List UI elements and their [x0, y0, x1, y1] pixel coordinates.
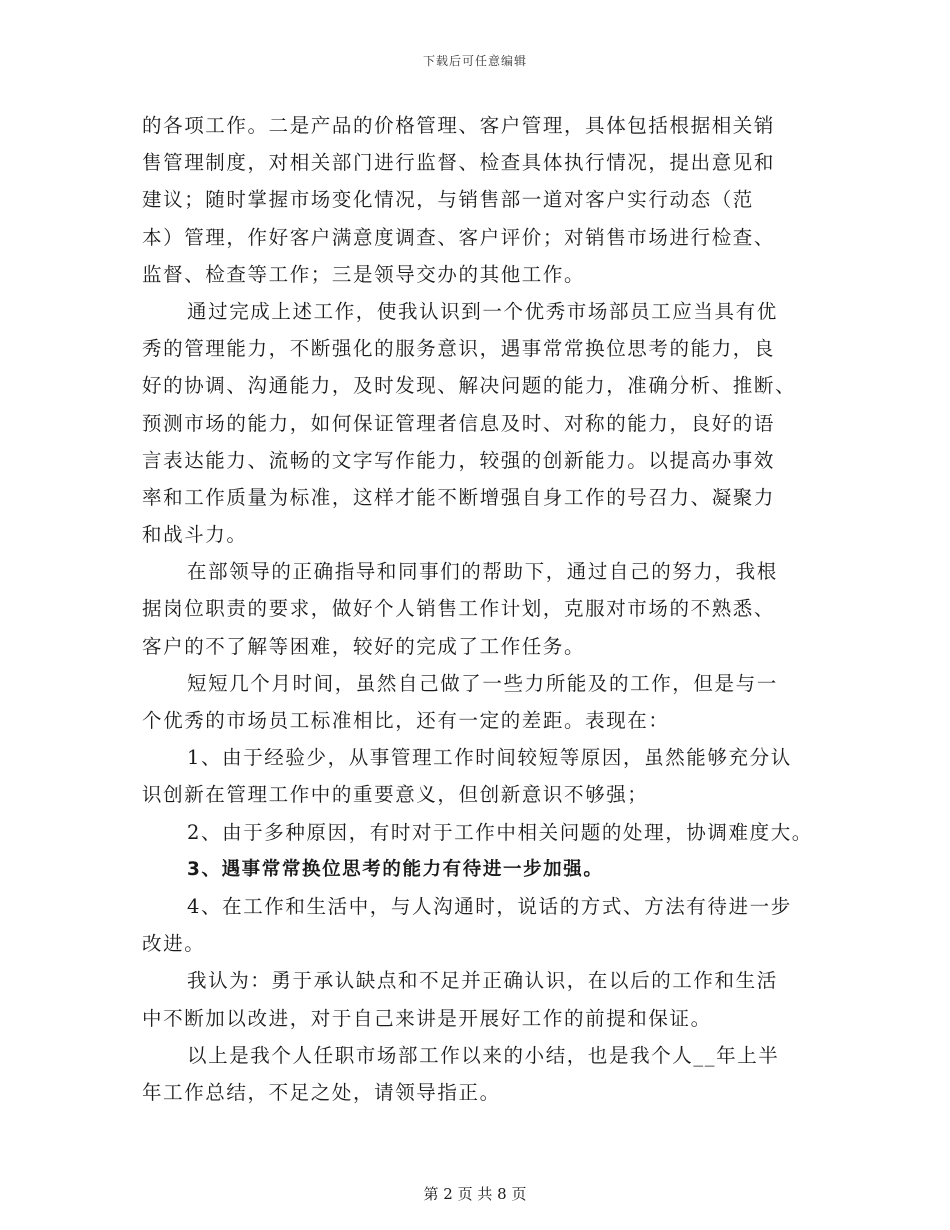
- body-line: 好的协调、沟通能力，及时发现、解决问题的能力，准确分析、推断、: [142, 374, 797, 398]
- page-header-note: 下载后可任意编辑: [422, 54, 527, 68]
- body-line: 和战斗力。: [142, 523, 248, 547]
- body-line: 年工作总结，不足之处，请领导指正。: [142, 1080, 501, 1104]
- body-line: 识创新在管理工作中的重要意义，但创新意识不够强；: [142, 783, 649, 807]
- body-line: 通过完成上述工作，使我认识到一个优秀市场部员工应当具有优: [187, 299, 778, 323]
- body-line: 率和工作质量为标准，这样才能不断增强自身工作的号召力、凝聚力: [142, 485, 776, 509]
- body-line-emphasis: 3、遇事常常换位思考的能力有待进一步加强。: [187, 858, 604, 880]
- document-body: [142, 107, 842, 1111]
- body-line: 客户的不了解等困难，较好的完成了工作任务。: [142, 634, 586, 658]
- body-line: 以上是我个人任职市场部工作以来的小结，也是我个人__年上半: [187, 1043, 780, 1067]
- body-line: 据岗位职责的要求，做好个人销售工作计划，克服对市场的不熟悉、: [142, 597, 776, 621]
- body-line: 个优秀的市场员工标准相比，还有一定的差距。表现在：: [142, 709, 670, 732]
- body-line: 中不断加以改进，对于自己来讲是开展好工作的前提和保证。: [142, 1006, 712, 1030]
- body-line: 2、由于多种原因，有时对于工作中相关问题的处理，协调难度大。: [187, 820, 813, 844]
- body-line: 短短几个月时间，虽然自己做了一些力所能及的工作，但是与一: [187, 671, 778, 695]
- body-line: 我认为：勇于承认缺点和不足并正确认识，在以后的工作和生活: [187, 969, 778, 993]
- body-line: 在部领导的正确指导和同事们的帮助下，通过自己的努力，我根: [187, 560, 778, 584]
- body-line: 预测市场的能力，如何保证管理者信息及时、对称的能力，良好的语: [142, 411, 776, 435]
- body-line: 言表达能力、流畅的文字写作能力，较强的创新能力。以提高办事效: [142, 448, 776, 472]
- body-line: 建议；随时掌握市场变化情况，与销售部一道对客户实行动态（范: [142, 188, 754, 212]
- body-line: 改进。: [142, 932, 206, 956]
- body-line: 本）管理，作好客户满意度调查、客户评价；对销售市场进行检查、: [142, 225, 776, 249]
- page-number: 第 2 页 共 8 页: [423, 1185, 527, 1203]
- body-line: 秀的管理能力，不断强化的服务意识，遇事常常换位思考的能力，良: [142, 337, 776, 361]
- body-line: 的各项工作。二是产品的价格管理、客户管理，具体包括根据相关销: [142, 114, 776, 137]
- body-line: 售管理制度，对相关部门进行监督、检查具体执行情况，提出意见和: [142, 151, 776, 175]
- body-line: 1、由于经验少，从事管理工作时间较短等原因，虽然能够充分认: [187, 746, 792, 770]
- body-line: 4、在工作和生活中，与人沟通时，说话的方式、方法有待进一步: [187, 894, 792, 918]
- body-line: 监督、检查等工作；三是领导交办的其他工作。: [142, 262, 586, 286]
